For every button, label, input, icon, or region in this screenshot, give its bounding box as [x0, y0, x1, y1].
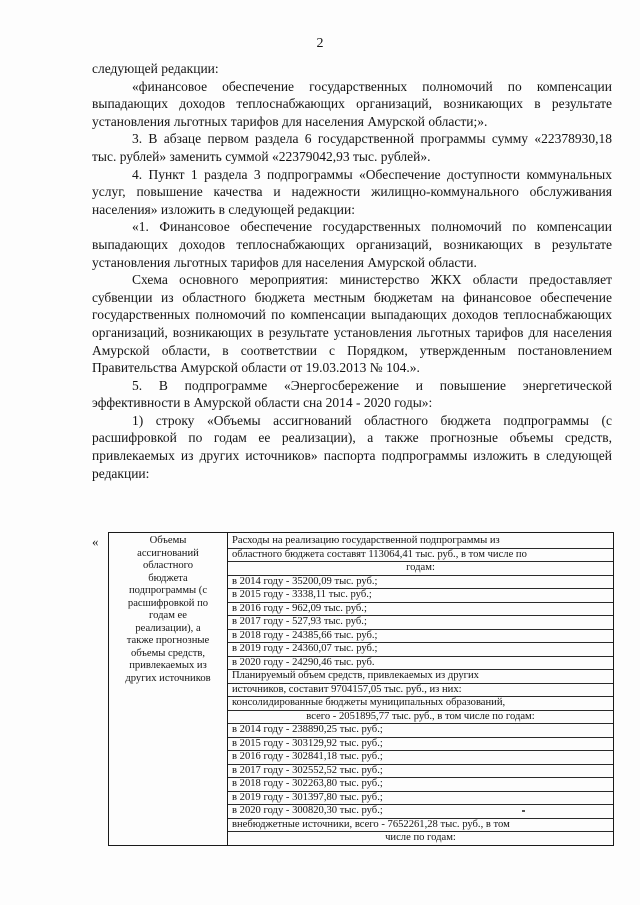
- table-open-quote: «: [92, 534, 99, 549]
- paragraph-2: «финансовое обеспечение государственных полномочий по компенсации выпадающих доходов теплоснабжающих организаций, возникающих в результате установления льготных тарифов для населения Амурской области;».: [92, 78, 612, 129]
- table-left-line: реализации), а: [135, 622, 201, 634]
- table-right-line: в 2020 году - 300820,30 тыс. руб.;: [228, 804, 613, 818]
- table-right-line: в 2014 году - 238890,25 тыс. руб.;: [228, 723, 613, 737]
- table-right-line: источников, составит 9704157,05 тыс. руб., из них:: [228, 683, 613, 697]
- table-left-line: ассигнований: [137, 547, 199, 559]
- table-right-line: в 2019 году - 301397,80 тыс. руб.;: [228, 791, 613, 805]
- paragraph-1: следующей редакции:: [92, 61, 219, 76]
- table-right-cell: [228, 533, 614, 846]
- table-right-line: в 2015 году - 303129,92 тыс. руб.;: [228, 737, 613, 751]
- table-left-line: областного: [142, 560, 194, 571]
- table-left-line: бюджета: [148, 572, 188, 584]
- table-right-line: в 2019 году - 24360,07 тыс. руб.;: [228, 642, 613, 656]
- table-right-line: в 2015 году - 3338,11 тыс. руб.;: [228, 588, 613, 602]
- table-left-line: объемы средств,: [130, 647, 205, 659]
- paragraph-6: Схема основного мероприятия: министерство ЖКХ области предоставляет субвенции из областного бюджета местным бюджетам на финансовое обеспечение государственных полномочий по компенсации выпадающих доходов теплоснабжающих организаций, возникающих в результате установления льготных тарифов для населения Амурской области, в соответствии с Порядком, утвержденным постановлением Правительства Амурской области от 19.03.2013 № 104.».: [92, 272, 612, 376]
- paragraph-4: 4. Пункт 1 раздела 3 подпрограммы «Обеспечение доступности коммунальных услуг, повышение качества и надежности жилищно-коммунального обслуживания населения» изложить в следующей редакции:: [92, 166, 612, 217]
- table-right-line: в 2016 году - 962,09 тыс. руб.;: [228, 602, 613, 616]
- paragraph-5: «1. Финансовое обеспечение государственных полномочий по компенсации выпадающих доходов теплоснабжающих организаций, возникающих в результате установления льготных тарифов для населения Амурской области.: [92, 219, 612, 270]
- table-left-line: привлекаемых из: [129, 660, 207, 671]
- table-right-line: Расходы на реализацию государственной подпрограммы из: [232, 535, 500, 546]
- table-left-line: годам ее: [149, 610, 187, 621]
- table-left-cell: [109, 533, 228, 846]
- table-right-line: числе по годам:: [228, 831, 613, 845]
- paragraph-7: 5. В подпрограмме «Энергосбережение и повышение энергетической эффективности в Амурской области сна 2014 - 2020 годы»:: [92, 377, 612, 411]
- table-left-line: Объемы: [149, 535, 187, 546]
- table-right-line: в 2014 году - 35200,09 тыс. руб.;: [228, 575, 613, 589]
- table-left-line: расшифровкой по: [127, 597, 209, 609]
- table-right-line: в 2018 году - 302263,80 тыс. руб.;: [228, 777, 613, 791]
- table-right-line: в 2018 году - 24385,66 тыс. руб.;: [228, 629, 613, 643]
- table-right-line: в 2020 году - 24290,46 тыс. руб.: [228, 656, 613, 670]
- table-right-line: внебюджетные источники, всего - 7652261,28 тыс. руб., в том: [228, 818, 613, 832]
- paragraph-3: 3. В абзаце первом раздела 6 государственной программы сумму «22378930,18 тыс. рублей» заменить суммой «22379042,93 тыс. рублей».: [92, 131, 612, 164]
- table-right-line: в 2016 году - 302841,18 тыс. руб.;: [228, 750, 613, 764]
- table-left-line: подпрограммы (с: [128, 585, 208, 596]
- table-right-line: в 2017 году - 527,93 тыс. руб.;: [228, 615, 613, 629]
- table-right-line: годам:: [228, 561, 613, 575]
- passport-table: [108, 532, 614, 846]
- table-left-line: других источников: [125, 672, 211, 684]
- page-number: 2: [316, 36, 324, 51]
- table-left-line: также прогнозные: [126, 635, 210, 646]
- table-right-line: в 2017 году - 302552,52 тыс. руб.;: [228, 764, 613, 778]
- table-row: [109, 533, 614, 846]
- table-right-line: областного бюджета составят 113064,41 тыс. руб., в том числе по: [228, 548, 613, 562]
- table-right-line: Планируемый объем средств, привлекаемых из других: [228, 669, 613, 683]
- document-body: [92, 60, 612, 482]
- table-right-line: всего - 2051895,77 тыс. руб., в том числе по годам:: [228, 710, 613, 724]
- scan-speck: [522, 810, 525, 812]
- paragraph-8: 1) строку «Объемы ассигнований областного бюджета подпрограммы (с расшифровкой по годам ее реализации), а также прогнозные объемы средств, привлекаемых из других источников» паспорта подпрограммы изложить в следующей редакции:: [92, 412, 612, 481]
- table-right-line: консолидированные бюджеты муниципальных образований,: [228, 696, 613, 710]
